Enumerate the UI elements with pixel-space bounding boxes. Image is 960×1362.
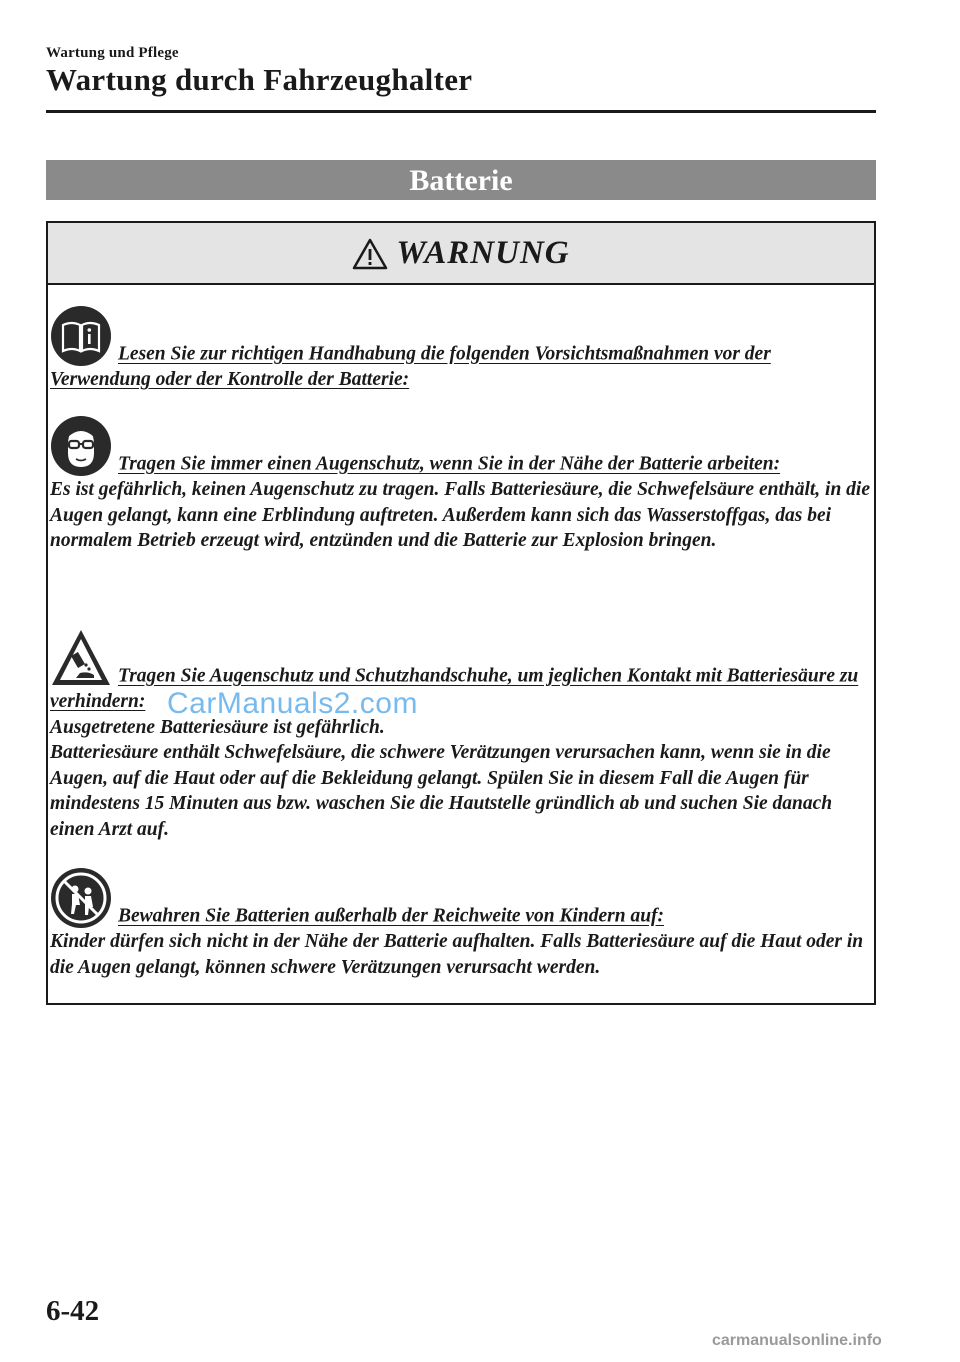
warning-item-heading: Lesen Sie zur richtigen Handhabung die folgenden Vorsichtsmaßnahmen vor der Verwendung oder der Kontrolle der Batterie:: [50, 343, 771, 390]
warning-box: [46, 221, 876, 1005]
warning-item-body: Ausgetretene Batteriesäure ist gefährlich. Batteriesäure enthält Schwefelsäure, die schwere Verätzungen verursachen kann, wenn sie in die Augen, auf die Haut oder auf die Bekleidung gelangt. Spülen Sie in diesem Fall die Augen für mindestens 15 Minuten aus bzw. waschen Sie die Hautstelle gründlich ab und suchen Sie danach einen Arzt auf.: [50, 716, 833, 840]
chapter-kicker: Wartung und Pflege: [46, 45, 179, 61]
warning-item-heading: Tragen Sie Augenschutz und Schutzhandschuhe, um jeglichen Kontakt mit Batteriesäure zu verhindern:: [50, 665, 859, 712]
footer-site: carmanualsonline.info: [712, 1332, 882, 1349]
warning-item-heading: Tragen Sie immer einen Augenschutz, wenn Sie in der Nähe der Batterie arbeiten:: [118, 453, 781, 475]
warning-item-acid: [50, 627, 870, 842]
warning-triangle-icon: [352, 238, 388, 270]
warning-item-heading: Bewahren Sie Batterien außerhalb der Reichweite von Kindern auf:: [118, 905, 665, 927]
page-number: 6-42: [46, 1295, 100, 1327]
eye-protection-icon: [50, 415, 112, 477]
warning-item-read-manual: [50, 305, 870, 393]
warning-item-body: Kinder dürfen sich nicht in der Nähe der Batterie aufhalten. Falls Batteriesäure auf die Haut oder in die Augen gelangt, können schwere Verätzungen verursacht werden.: [50, 931, 864, 978]
corrosive-acid-icon: [50, 627, 112, 689]
warning-header: [48, 223, 874, 285]
header-divider: [46, 110, 876, 113]
warning-item-children: [50, 867, 870, 980]
warning-title: WARNUNG: [396, 234, 570, 271]
warning-item-body: Es ist gefährlich, keinen Augenschutz zu tragen. Falls Batteriesäure, die Schwefelsäure enthält, in die Augen gelangt, kann eine Erblindung auftreten. Außerdem kann sich das Wasserstoffgas, das bei normalem Betrieb erzeugt wird, entzünden und die Batterie zur Explosion bringen.: [50, 479, 871, 551]
section-title: Batterie: [46, 160, 876, 200]
page-title: Wartung durch Fahrzeughalter: [46, 62, 473, 97]
watermark: CarManuals2.com: [167, 687, 418, 720]
warning-item-eye-protection: [50, 415, 870, 554]
keep-away-from-children-icon: [50, 867, 112, 929]
read-manual-icon: [50, 305, 112, 367]
